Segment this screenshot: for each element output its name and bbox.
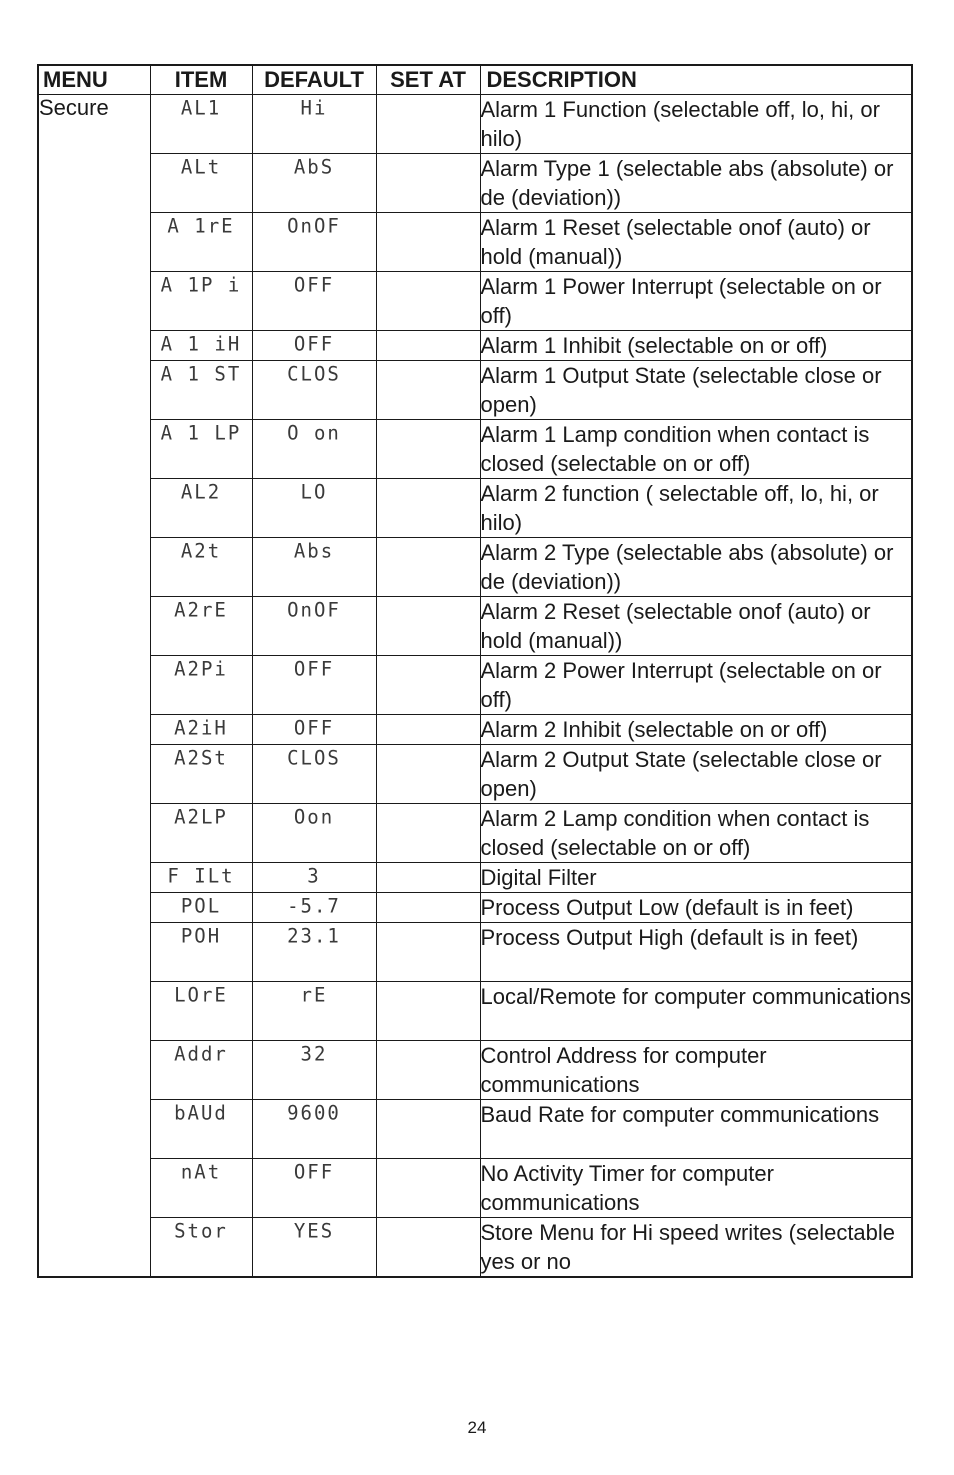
header-default: DEFAULT: [252, 65, 376, 95]
set-at-cell: [376, 213, 480, 272]
item-code: POL: [180, 894, 222, 918]
table-row: [38, 272, 912, 331]
description-cell: Store Menu for Hi speed writes (selectable yes or no: [480, 1218, 912, 1278]
header-item: ITEM: [150, 65, 252, 95]
description-cell: Alarm 1 Power Interrupt (selectable on or off): [480, 272, 912, 331]
default-cell: [252, 804, 376, 863]
item-cell: [150, 597, 252, 656]
item-code: A 1 LP: [160, 421, 242, 445]
default-cell: [252, 1041, 376, 1100]
page-number: 24: [467, 1418, 487, 1437]
settings-table: [37, 64, 913, 1278]
default-value: 23.1: [287, 924, 341, 948]
item-cell: [150, 1100, 252, 1159]
description-cell: Alarm 1 Reset (selectable onof (auto) or hold (manual)): [480, 213, 912, 272]
table-header-row: [38, 65, 912, 95]
item-code: A2t: [180, 539, 222, 563]
default-value: OnOF: [287, 598, 341, 622]
set-at-cell: [376, 1041, 480, 1100]
default-cell: [252, 272, 376, 331]
description-cell: Alarm 2 Inhibit (selectable on or off): [480, 715, 912, 745]
set-at-cell: [376, 420, 480, 479]
table-row: [38, 1218, 912, 1278]
default-cell: [252, 1100, 376, 1159]
item-code: A2St: [174, 746, 228, 770]
default-value: 32: [300, 1042, 328, 1066]
item-cell: [150, 715, 252, 745]
item-code: F ILt: [167, 864, 235, 888]
default-cell: [252, 213, 376, 272]
item-code: A2LP: [174, 805, 228, 829]
item-code: POH: [180, 924, 222, 948]
table-row: [38, 1159, 912, 1218]
item-cell: [150, 331, 252, 361]
default-value: O on: [287, 421, 341, 445]
default-value: OFF: [293, 1160, 335, 1184]
default-value: OFF: [293, 716, 335, 740]
description-cell: Process Output Low (default is in feet): [480, 893, 912, 923]
set-at-cell: [376, 95, 480, 154]
default-value: AbS: [293, 155, 335, 179]
description-cell: Alarm 2 Power Interrupt (selectable on or off): [480, 656, 912, 715]
item-code: LOrE: [174, 983, 228, 1007]
item-code: A 1 iH: [160, 332, 242, 356]
item-code: A 1P i: [160, 273, 242, 297]
default-value: -5.7: [287, 894, 341, 918]
description-cell: Process Output High (default is in feet): [480, 923, 912, 982]
default-cell: [252, 1159, 376, 1218]
description-cell: Baud Rate for computer communications: [480, 1100, 912, 1159]
set-at-cell: [376, 597, 480, 656]
default-cell: [252, 982, 376, 1041]
set-at-cell: [376, 923, 480, 982]
item-cell: [150, 982, 252, 1041]
item-cell: [150, 95, 252, 154]
item-cell: [150, 923, 252, 982]
default-cell: [252, 656, 376, 715]
table-row: [38, 715, 912, 745]
default-cell: [252, 95, 376, 154]
item-cell: [150, 213, 252, 272]
description-cell: Alarm 2 Type (selectable abs (absolute) or de (deviation)): [480, 538, 912, 597]
default-cell: [252, 923, 376, 982]
table-row: [38, 538, 912, 597]
description-cell: Alarm 2 Reset (selectable onof (auto) or hold (manual)): [480, 597, 912, 656]
set-at-cell: [376, 804, 480, 863]
description-cell: Alarm 1 Output State (selectable close or open): [480, 361, 912, 420]
description-cell: Alarm Type 1 (selectable abs (absolute) or de (deviation)): [480, 154, 912, 213]
table-row: [38, 1041, 912, 1100]
description-cell: Alarm 1 Function (selectable off, lo, hi, or hilo): [480, 95, 912, 154]
description-cell: Alarm 2 function ( selectable off, lo, hi, or hilo): [480, 479, 912, 538]
item-cell: [150, 745, 252, 804]
description-cell: Control Address for computer communications: [480, 1041, 912, 1100]
description-cell: Local/Remote for computer communications: [480, 982, 912, 1041]
table-row: [38, 213, 912, 272]
default-value: OFF: [293, 332, 335, 356]
table-row: [38, 982, 912, 1041]
default-cell: [252, 893, 376, 923]
default-value: 3: [307, 864, 321, 888]
default-value: OnOF: [287, 214, 341, 238]
table-row: [38, 656, 912, 715]
set-at-cell: [376, 893, 480, 923]
item-cell: [150, 1159, 252, 1218]
default-value: Abs: [293, 539, 335, 563]
description-cell: Alarm 2 Lamp condition when contact is closed (selectable on or off): [480, 804, 912, 863]
table-row: [38, 154, 912, 213]
table-row: [38, 95, 912, 154]
description-cell: No Activity Timer for computer communications: [480, 1159, 912, 1218]
item-code: A2iH: [174, 716, 228, 740]
default-cell: [252, 420, 376, 479]
table-row: [38, 597, 912, 656]
table-row: [38, 745, 912, 804]
set-at-cell: [376, 479, 480, 538]
description-cell: Digital Filter: [480, 863, 912, 893]
default-cell: [252, 479, 376, 538]
item-code: A 1 ST: [160, 362, 242, 386]
description-cell: Alarm 1 Inhibit (selectable on or off): [480, 331, 912, 361]
default-value: Oon: [293, 805, 335, 829]
item-cell: [150, 804, 252, 863]
item-cell: [150, 538, 252, 597]
table-row: [38, 863, 912, 893]
set-at-cell: [376, 361, 480, 420]
default-value: CLOS: [287, 746, 341, 770]
item-cell: [150, 420, 252, 479]
default-cell: [252, 154, 376, 213]
item-code: Addr: [174, 1042, 228, 1066]
set-at-cell: [376, 1100, 480, 1159]
item-code: AL1: [180, 96, 222, 120]
item-cell: [150, 893, 252, 923]
set-at-cell: [376, 154, 480, 213]
table-row: [38, 479, 912, 538]
table-row: [38, 804, 912, 863]
default-value: LO: [300, 480, 328, 504]
item-code: ALt: [180, 155, 222, 179]
set-at-cell: [376, 272, 480, 331]
description-cell: Alarm 2 Output State (selectable close or open): [480, 745, 912, 804]
item-cell: [150, 361, 252, 420]
default-value: Hi: [300, 96, 328, 120]
default-cell: [252, 715, 376, 745]
set-at-cell: [376, 331, 480, 361]
header-menu: MENU: [38, 65, 150, 95]
default-cell: [252, 597, 376, 656]
default-cell: [252, 361, 376, 420]
item-code: A2rE: [174, 598, 228, 622]
default-cell: [252, 331, 376, 361]
set-at-cell: [376, 656, 480, 715]
default-cell: [252, 863, 376, 893]
default-value: rE: [300, 983, 328, 1007]
header-description: DESCRIPTION: [480, 65, 912, 95]
item-cell: [150, 1041, 252, 1100]
default-cell: [252, 745, 376, 804]
set-at-cell: [376, 745, 480, 804]
item-code: Stor: [174, 1219, 228, 1243]
default-value: CLOS: [287, 362, 341, 386]
item-cell: [150, 479, 252, 538]
item-cell: [150, 154, 252, 213]
set-at-cell: [376, 982, 480, 1041]
item-code: A 1rE: [167, 214, 235, 238]
table-row: [38, 1100, 912, 1159]
table-row: [38, 331, 912, 361]
table-row: [38, 893, 912, 923]
table-row: [38, 420, 912, 479]
default-value: OFF: [293, 273, 335, 297]
table-row: [38, 361, 912, 420]
default-value: OFF: [293, 657, 335, 681]
set-at-cell: [376, 863, 480, 893]
header-set-at: SET AT: [376, 65, 480, 95]
set-at-cell: [376, 715, 480, 745]
item-code: AL2: [180, 480, 222, 504]
default-cell: [252, 538, 376, 597]
item-cell: [150, 656, 252, 715]
default-value: YES: [293, 1219, 335, 1243]
set-at-cell: [376, 538, 480, 597]
description-cell: Alarm 1 Lamp condition when contact is closed (selectable on or off): [480, 420, 912, 479]
menu-cell: Secure: [38, 95, 150, 1278]
item-code: bAUd: [174, 1101, 228, 1125]
table-row: [38, 923, 912, 982]
item-code: nAt: [180, 1160, 222, 1184]
item-code: A2Pi: [174, 657, 228, 681]
item-cell: [150, 1218, 252, 1278]
item-cell: [150, 863, 252, 893]
default-value: 9600: [287, 1101, 341, 1125]
set-at-cell: [376, 1159, 480, 1218]
item-cell: [150, 272, 252, 331]
default-cell: [252, 1218, 376, 1278]
set-at-cell: [376, 1218, 480, 1278]
